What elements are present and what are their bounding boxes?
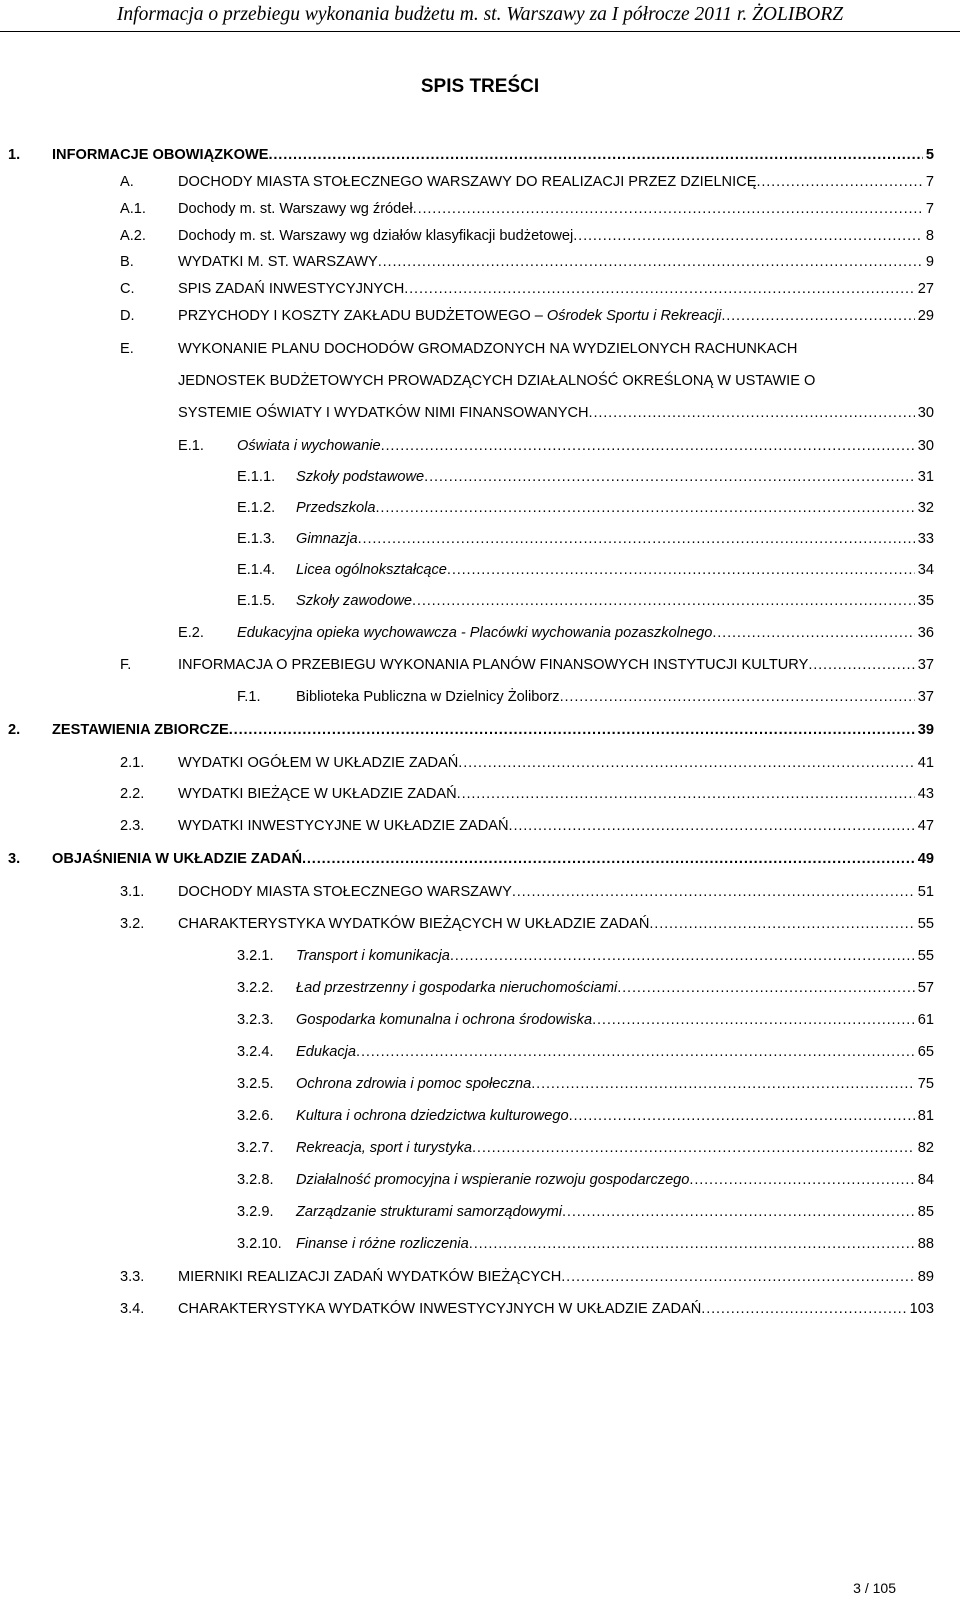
toc-dot-leader — [404, 276, 915, 302]
toc-page-number: 89 — [917, 1269, 934, 1285]
toc-page-number: 47 — [917, 818, 934, 834]
toc-entry[interactable] — [0, 464, 960, 490]
toc-entry[interactable] — [0, 717, 960, 743]
toc-page-number: 55 — [917, 948, 934, 964]
toc-entry[interactable] — [0, 368, 960, 394]
toc-entry-number: 3.2.6. — [237, 1108, 274, 1124]
toc-dot-leader — [424, 464, 915, 490]
toc-entry[interactable] — [0, 249, 960, 275]
toc-dot-leader — [412, 588, 915, 614]
toc-page-number: 5 — [925, 147, 934, 163]
toc-entry-number: 3.2. — [120, 916, 145, 932]
toc-dot-leader — [358, 526, 915, 552]
toc-dot-leader — [376, 495, 915, 521]
toc-page-number: 27 — [917, 281, 934, 297]
toc-page-number: 7 — [925, 174, 934, 190]
toc-entry-label: Biblioteka Publiczna w Dzielnicy Żoliborz — [296, 689, 560, 705]
toc-entry-label: CHARAKTERYSTYKA WYDATKÓW INWESTYCYJNYCH W UKŁADZIE ZADAŃ — [178, 1301, 702, 1317]
toc-entry-label: Kultura i ochrona dziedzictwa kulturowego — [296, 1108, 569, 1124]
toc-entry[interactable] — [0, 1231, 960, 1257]
toc-entry-number: B. — [120, 254, 134, 270]
toc-entry-label: Oświata i wychowanie — [237, 438, 381, 454]
toc-entry[interactable] — [0, 495, 960, 521]
toc-entry[interactable] — [0, 336, 960, 362]
toc-dot-leader — [712, 620, 914, 646]
toc-dot-leader — [381, 433, 915, 459]
toc-entry[interactable] — [0, 223, 960, 249]
toc-dot-leader — [562, 1199, 915, 1225]
toc-entry[interactable] — [0, 433, 960, 459]
toc-entry-label: Przedszkola — [296, 500, 376, 516]
toc-page-number: 36 — [917, 625, 934, 641]
toc-entry[interactable] — [0, 846, 960, 872]
toc-entry[interactable] — [0, 943, 960, 969]
toc-entry-number: C. — [120, 281, 135, 297]
toc-entry-label: ZESTAWIENIA ZBIORCZE — [52, 722, 229, 738]
toc-entry[interactable] — [0, 1071, 960, 1097]
toc-entry[interactable] — [0, 1103, 960, 1129]
toc-entry-label: Ład przestrzenny i gospodarka nieruchomościami — [296, 980, 618, 996]
toc-entry[interactable] — [0, 1135, 960, 1161]
toc-page-number: 7 — [925, 201, 934, 217]
toc-page-number: 61 — [917, 1012, 934, 1028]
toc-dot-leader — [561, 1264, 915, 1290]
toc-dot-leader — [302, 846, 915, 872]
toc-page-number: 30 — [917, 405, 934, 421]
toc-entry[interactable] — [0, 588, 960, 614]
toc-entry-label: Ochrona zdrowia i pomoc społeczna — [296, 1076, 532, 1092]
toc-entry[interactable] — [0, 526, 960, 552]
toc-page-number: 88 — [917, 1236, 934, 1252]
page-number: 3 / 105 — [853, 1580, 896, 1596]
toc-page-number: 39 — [917, 722, 934, 738]
toc-entry-number: 3.2.10. — [237, 1236, 282, 1252]
toc-entry[interactable] — [0, 813, 960, 839]
toc-page-number: 65 — [917, 1044, 934, 1060]
toc-entry[interactable] — [0, 169, 960, 195]
toc-page-number: 85 — [917, 1204, 934, 1220]
toc-page-number: 82 — [917, 1140, 934, 1156]
toc-entry-number: E.1. — [178, 438, 204, 454]
toc-entry[interactable] — [0, 750, 960, 776]
toc-dot-leader — [472, 1135, 915, 1161]
toc-dot-leader — [356, 1039, 915, 1065]
toc-entry-label: PRZYCHODY I KOSZTY ZAKŁADU BUDŻETOWEGO – — [178, 308, 543, 324]
toc-page-number: 49 — [917, 851, 934, 867]
toc-entry-label: Finanse i różne rozliczenia — [296, 1236, 469, 1252]
toc-entry[interactable] — [0, 879, 960, 905]
toc-dot-leader — [689, 1167, 914, 1193]
toc-entry-label: WYDATKI OGÓŁEM W UKŁADZIE ZADAŃ — [178, 755, 459, 771]
toc-page-number: 32 — [917, 500, 934, 516]
toc-entry-number: E.1.4. — [237, 562, 276, 578]
toc-dot-leader — [469, 1231, 915, 1257]
toc-entry-label: Edukacja — [296, 1044, 357, 1060]
toc-entry[interactable] — [0, 1264, 960, 1290]
toc-entry[interactable] — [0, 781, 960, 807]
toc-entry-label: INFORMACJE OBOWIĄZKOWE — [52, 147, 269, 163]
toc-page-number: 37 — [917, 689, 934, 705]
toc-entry-number: 2.2. — [120, 786, 145, 802]
toc-page-number: 30 — [917, 438, 934, 454]
toc-entry-label: MIERNIKI REALIZACJI ZADAŃ WYDATKÓW BIEŻĄCYCH — [178, 1269, 562, 1285]
toc-entry-label: Rekreacja, sport i turystyka — [296, 1140, 472, 1156]
toc-page-number: 33 — [917, 531, 934, 547]
toc-entry[interactable] — [0, 1199, 960, 1225]
toc-entry-number: 2.3. — [120, 818, 145, 834]
toc-entry-label: Edukacyjna opieka wychowawcza - Placówki wychowania pozaszkolnego — [237, 625, 713, 641]
toc-dot-leader — [229, 717, 915, 743]
toc-dot-leader — [458, 750, 914, 776]
toc-entry-label: WYDATKI M. ST. WARSZAWY — [178, 254, 378, 270]
toc-dot-leader — [592, 1007, 915, 1033]
toc-page-number: 55 — [917, 916, 934, 932]
toc-entry[interactable] — [0, 142, 960, 168]
toc-entry-number: E. — [120, 341, 134, 357]
toc-dot-leader — [649, 911, 914, 937]
toc-entry-label: DOCHODY MIASTA STOŁECZNEGO WARSZAWY DO REALIZACJI PRZEZ DZIELNICĘ — [178, 174, 757, 190]
toc-dot-leader — [560, 684, 915, 710]
toc-dot-leader — [756, 169, 922, 195]
toc-dot-leader — [589, 400, 915, 426]
toc-entry-number: 3.2.7. — [237, 1140, 274, 1156]
toc-entry-label: Dochody m. st. Warszawy wg źródeł — [178, 201, 413, 217]
toc-page-number: 51 — [917, 884, 934, 900]
toc-entry[interactable] — [0, 276, 960, 302]
toc-dot-leader — [509, 813, 915, 839]
toc-entry-number: 3.1. — [120, 884, 145, 900]
toc-page-number: 103 — [909, 1301, 934, 1317]
toc-page-number: 57 — [917, 980, 934, 996]
toc-entry-number: A.2. — [120, 228, 146, 244]
toc-dot-leader — [701, 1296, 906, 1322]
toc-entry-label: OBJAŚNIENIA W UKŁADZIE ZADAŃ — [52, 851, 302, 867]
toc-entry-number: 2. — [8, 722, 21, 738]
toc-entry-number: 3.2.3. — [237, 1012, 274, 1028]
toc-dot-leader — [457, 781, 915, 807]
toc-entry-number: 3.2.8. — [237, 1172, 274, 1188]
toc-dot-leader — [569, 1103, 915, 1129]
toc-entry-number: 3.2.4. — [237, 1044, 274, 1060]
toc-entry[interactable] — [0, 303, 960, 329]
toc-entry-label: Transport i komunikacja — [296, 948, 450, 964]
toc-entry-number: A.1. — [120, 201, 146, 217]
toc-entry-number: 3.4. — [120, 1301, 145, 1317]
toc-page-number: 43 — [917, 786, 934, 802]
toc-dot-leader — [808, 652, 914, 678]
toc-entry-number: 3.3. — [120, 1269, 145, 1285]
toc-entry-label: JEDNOSTEK BUDŻETOWYCH PROWADZĄCYCH DZIAŁALNOŚĆ OKREŚLONĄ W USTAWIE O — [178, 373, 816, 389]
toc-entry-label: Gimnazja — [296, 531, 358, 547]
toc-entry[interactable] — [0, 1296, 960, 1322]
toc-dot-leader — [617, 975, 915, 1001]
toc-page-number: 29 — [917, 308, 934, 324]
toc-page-number: 35 — [917, 593, 934, 609]
toc-entry-label: Zarządzanie strukturami samorządowymi — [296, 1204, 563, 1220]
toc-entry-label: SYSTEMIE OŚWIATY I WYDATKÓW NIMI FINANSOWANYCH — [178, 405, 589, 421]
toc-dot-leader — [531, 1071, 915, 1097]
toc-entry-number: 3. — [8, 851, 21, 867]
toc-page-number: 8 — [925, 228, 934, 244]
toc-dot-leader — [721, 303, 914, 329]
toc-entry-number: E.1.5. — [237, 593, 276, 609]
toc-entry-number: E.1.1. — [237, 469, 276, 485]
toc-entry-number: E.1.3. — [237, 531, 276, 547]
toc-page-number: 81 — [917, 1108, 934, 1124]
toc-page-number: 31 — [917, 469, 934, 485]
toc-dot-leader — [378, 249, 923, 275]
toc-entry-label: Gospodarka komunalna i ochrona środowiska — [296, 1012, 593, 1028]
toc-entry-label: Dochody m. st. Warszawy wg działów klasyfikacji budżetowej — [178, 228, 574, 244]
toc-dot-leader — [268, 142, 922, 168]
toc-entry[interactable] — [0, 196, 960, 222]
toc-dot-leader — [447, 557, 915, 583]
toc-dot-leader — [450, 943, 915, 969]
toc-entry-number: A. — [120, 174, 134, 190]
toc-entry-label: Szkoły podstawowe — [296, 469, 425, 485]
toc-entry-label: DOCHODY MIASTA STOŁECZNEGO WARSZAWY — [178, 884, 512, 900]
toc-entry-label-italic: Ośrodek Sportu i Rekreacji — [546, 308, 722, 324]
toc-title: SPIS TREŚCI — [420, 76, 540, 97]
toc-entry-number: 2.1. — [120, 755, 145, 771]
toc-dot-leader — [573, 223, 923, 249]
toc-entry[interactable] — [0, 1167, 960, 1193]
toc-entry-number: 3.2.5. — [237, 1076, 274, 1092]
toc-page-number: 84 — [917, 1172, 934, 1188]
toc-dot-leader — [413, 196, 923, 222]
toc-entry[interactable] — [0, 684, 960, 710]
toc-dot-leader — [512, 879, 915, 905]
page-header: Informacja o przebiegu wykonania budżetu m. st. Warszawy za I półrocze 2011 r. ŻOLIBORZ — [116, 4, 844, 25]
toc-entry-number: 1. — [8, 147, 21, 163]
toc-entry-label: WYDATKI BIEŻĄCE W UKŁADZIE ZADAŃ — [178, 786, 457, 802]
toc-entry[interactable] — [0, 975, 960, 1001]
toc-entry-number: 3.2.9. — [237, 1204, 274, 1220]
toc-entry-label: SPIS ZADAŃ INWESTYCYJNYCH — [178, 281, 405, 297]
toc-entry[interactable] — [0, 1039, 960, 1065]
toc-entry-number: E.1.2. — [237, 500, 276, 516]
toc-entry-label: Działalność promocyjna i wspieranie rozwoju gospodarczego — [296, 1172, 690, 1188]
toc-entry[interactable] — [0, 911, 960, 937]
toc-entry[interactable] — [0, 620, 960, 646]
toc-entry[interactable] — [0, 652, 960, 678]
toc-page-number: 9 — [925, 254, 934, 270]
toc-entry[interactable] — [0, 557, 960, 583]
toc-entry-label: Licea ogólnokształcące — [296, 562, 447, 578]
toc-page-number: 34 — [917, 562, 934, 578]
toc-page-number: 37 — [917, 657, 934, 673]
toc-page-number: 41 — [917, 755, 934, 771]
toc-page-number: 75 — [917, 1076, 934, 1092]
toc-entry-label: WYKONANIE PLANU DOCHODÓW GROMADZONYCH NA WYDZIELONYCH RACHUNKACH — [178, 341, 798, 357]
toc-entry-label: Szkoły zawodowe — [296, 593, 412, 609]
toc-entry-number: D. — [120, 308, 135, 324]
toc-entry-number: 3.2.2. — [237, 980, 274, 996]
toc-entry-label: WYDATKI INWESTYCYJNE W UKŁADZIE ZADAŃ — [178, 818, 509, 834]
toc-entry-number: F.1. — [237, 689, 261, 705]
toc-entry-number: 3.2.1. — [237, 948, 274, 964]
toc-entry-label: INFORMACJA O PRZEBIEGU WYKONANIA PLANÓW FINANSOWYCH INSTYTUCJI KULTURY — [178, 657, 809, 673]
toc-entry[interactable] — [0, 400, 960, 426]
toc-entry-label: CHARAKTERYSTYKA WYDATKÓW BIEŻĄCYCH W UKŁADZIE ZADAŃ — [178, 916, 650, 932]
toc-entry[interactable] — [0, 1007, 960, 1033]
toc-entry-number: F. — [120, 657, 132, 673]
toc-entry-number: E.2. — [178, 625, 204, 641]
